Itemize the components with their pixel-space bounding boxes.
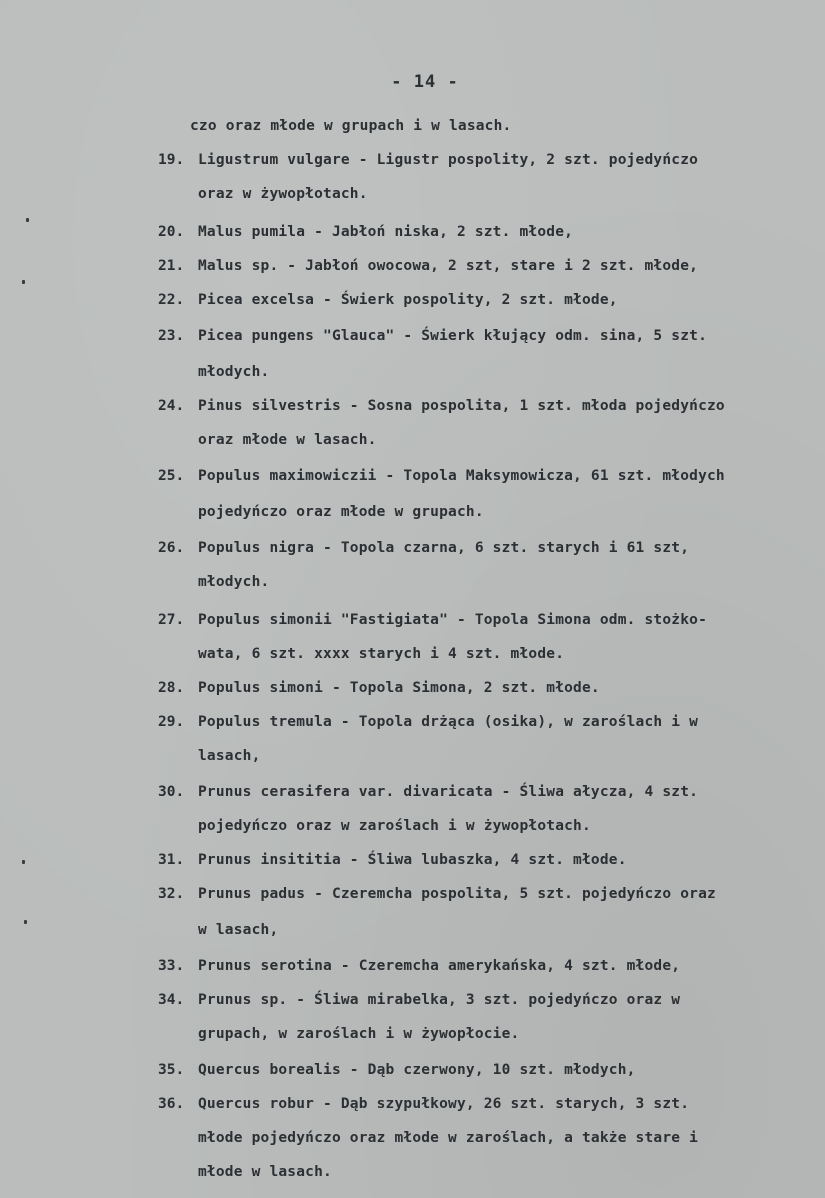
document-line: Picea excelsa - Świerk pospolity, 2 szt. młode, bbox=[198, 292, 618, 308]
scan-mark bbox=[22, 280, 25, 284]
document-line: Quercus robur - Dąb szypułkowy, 26 szt. starych, 3 szt. bbox=[198, 1096, 690, 1112]
document-line: pojedyńczo oraz w zaroślach i w żywopłotach. bbox=[198, 818, 591, 834]
document-line: Populus maximowiczii - Topola Maksymowicza, 61 szt. młodych bbox=[198, 468, 725, 484]
document-line: Pinus silvestris - Sosna pospolita, 1 szt. młoda pojedyńczo bbox=[198, 398, 725, 414]
document-line: Malus sp. - Jabłoń owocowa, 2 szt, stare i 2 szt. młode, bbox=[198, 258, 699, 274]
item-number: 26. bbox=[158, 540, 185, 556]
document-line: młode pojedyńczo oraz młode w zaroślach, a także stare i bbox=[198, 1130, 699, 1146]
item-number: 23. bbox=[158, 328, 185, 344]
item-number: 29. bbox=[158, 714, 185, 730]
document-line: Prunus padus - Czeremcha pospolita, 5 szt. pojedyńczo oraz bbox=[198, 886, 716, 902]
item-number: 21. bbox=[158, 258, 185, 274]
item-number: 22. bbox=[158, 292, 185, 308]
item-number: 25. bbox=[158, 468, 185, 484]
document-line: Prunus insititia - Śliwa lubaszka, 4 szt. młode. bbox=[198, 852, 627, 868]
item-number: 20. bbox=[158, 224, 185, 240]
item-number: 31. bbox=[158, 852, 185, 868]
item-number: 19. bbox=[158, 152, 185, 168]
item-number: 30. bbox=[158, 784, 185, 800]
document-line: młodych. bbox=[198, 574, 270, 590]
scan-mark bbox=[22, 860, 25, 864]
document-line: w lasach, bbox=[198, 922, 279, 938]
document-line: grupach, w zaroślach i w żywopłocie. bbox=[198, 1026, 520, 1042]
item-number: 24. bbox=[158, 398, 185, 414]
item-number: 28. bbox=[158, 680, 185, 696]
document-line: Prunus serotina - Czeremcha amerykańska, 4 szt. młode, bbox=[198, 958, 681, 974]
document-line: Populus tremula - Topola drżąca (osika), w zaroślach i w bbox=[198, 714, 699, 730]
document-line: młode w lasach. bbox=[198, 1164, 332, 1180]
page-number: - 14 - bbox=[391, 72, 459, 92]
item-number: 34. bbox=[158, 992, 185, 1008]
document-line: Quercus borealis - Dąb czerwony, 10 szt. młodych, bbox=[198, 1062, 636, 1078]
document-line: Prunus sp. - Śliwa mirabelka, 3 szt. pojedyńczo oraz w bbox=[198, 992, 681, 1008]
document-line: wata, 6 szt. xxxx starych i 4 szt. młode. bbox=[198, 646, 565, 662]
item-number: 36. bbox=[158, 1096, 185, 1112]
item-number: 33. bbox=[158, 958, 185, 974]
document-line: Populus simoni - Topola Simona, 2 szt. młode. bbox=[198, 680, 600, 696]
scan-mark bbox=[26, 218, 29, 222]
document-line: czo oraz młode w grupach i w lasach. bbox=[190, 118, 512, 134]
scan-mark bbox=[24, 920, 27, 924]
document-line: Malus pumila - Jabłoń niska, 2 szt. młode, bbox=[198, 224, 574, 240]
document-line: Ligustrum vulgare - Ligustr pospolity, 2 szt. pojedyńczo bbox=[198, 152, 699, 168]
document-line: oraz młode w lasach. bbox=[198, 432, 377, 448]
item-number: 27. bbox=[158, 612, 185, 628]
document-line: oraz w żywopłotach. bbox=[198, 186, 368, 202]
item-number: 32. bbox=[158, 886, 185, 902]
document-line: pojedyńczo oraz młode w grupach. bbox=[198, 504, 484, 520]
document-line: lasach, bbox=[198, 748, 261, 764]
item-number: 35. bbox=[158, 1062, 185, 1078]
document-line: Picea pungens "Glauca" - Świerk kłujący odm. sina, 5 szt. bbox=[198, 328, 707, 344]
document-line: młodych. bbox=[198, 364, 270, 380]
document-line: Populus simonii "Fastigiata" - Topola Simona odm. stożko- bbox=[198, 612, 707, 628]
document-line: Populus nigra - Topola czarna, 6 szt. starych i 61 szt, bbox=[198, 540, 690, 556]
document-line: Prunus cerasifera var. divaricata - Śliwa ałycza, 4 szt. bbox=[198, 784, 699, 800]
